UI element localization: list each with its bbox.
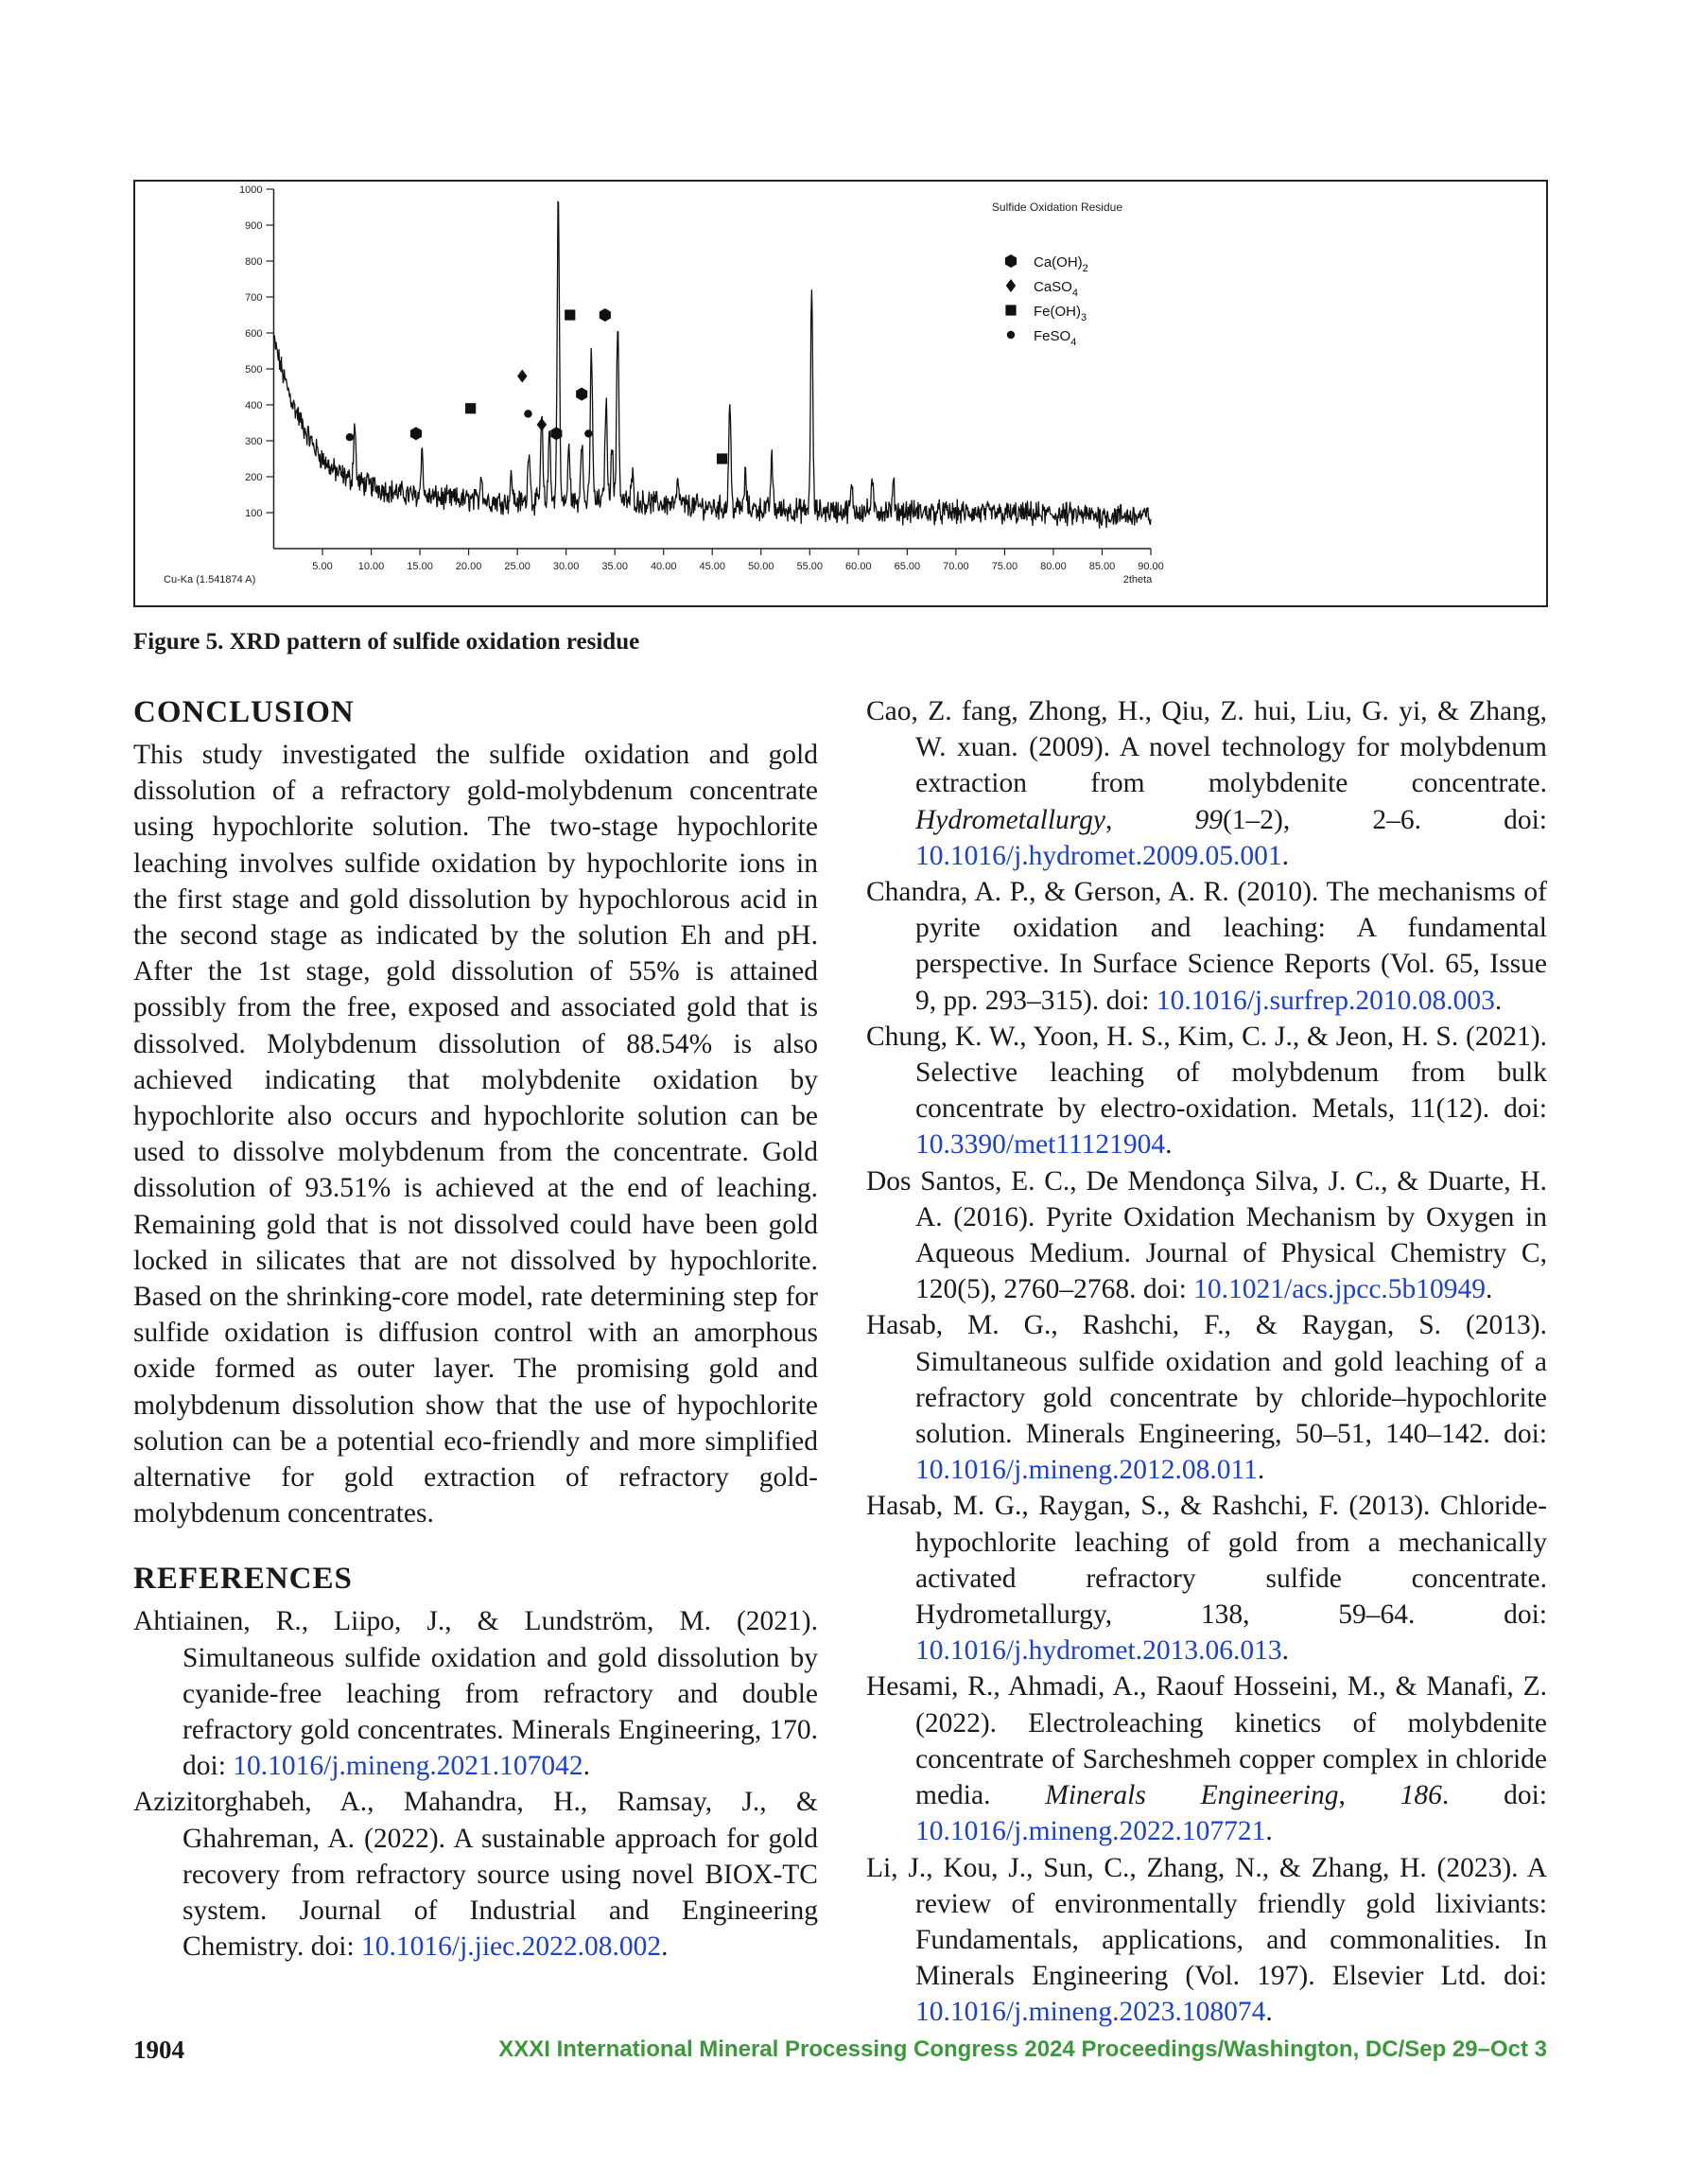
- reference-text: Azizitorghabeh, A., Mahandra, H., Ramsay, J., & Ghahreman, A. (2022). A sustainable approach for gold recovery from refractory source using novel BIOX-TC system. Journal of Industrial and Engineering Chemistry. doi:: [133, 1787, 818, 1963]
- x-tick-label: 75.00: [991, 561, 1018, 572]
- phase-marker-square: [717, 453, 727, 463]
- phase-marker-dot: [584, 429, 592, 437]
- doi-link[interactable]: 10.1016/j.mineng.2022.107721: [915, 1816, 1266, 1847]
- x-tick-label: 20.00: [455, 561, 482, 572]
- reference-text: Cao, Z. fang, Zhong, H., Qiu, Z. hui, Liu, G. yi, & Zhang, W. xuan. (2009). A novel technology for molybdenum extraction from molybdenite concentrate.: [866, 696, 1547, 799]
- legend-label: FeSO$_4$: [1034, 328, 1077, 348]
- y-tick-label: 200: [245, 472, 263, 483]
- reference-item: [866, 1019, 1547, 1163]
- xrd-figure: [133, 180, 1548, 607]
- reference-text: Hasab, M. G., Raygan, S., & Rashchi, F. (2013). Chloride-hypochlorite leaching of gold from a mechanically activated refractory sulfide concentrate. Hydrometallurgy, 138, 59–64. doi:: [866, 1491, 1547, 1631]
- x-tick-label: 55.00: [796, 561, 824, 572]
- references-left: [133, 1603, 818, 1965]
- reference-text: .: [1257, 1455, 1265, 1486]
- x-tick-label: 85.00: [1088, 561, 1116, 572]
- reference-item: [866, 1488, 1547, 1669]
- reference-journal: Hydrometallurgy: [915, 804, 1105, 835]
- reference-item: [866, 1307, 1547, 1488]
- reference-text: Dos Santos, E. C., De Mendonça Silva, J. C., & Duarte, H. A. (2016). Pyrite Oxidation Mechanism by Oxygen in Aqueous Medium. Journal of Physical Chemistry C, 120(5), 2760–2768. doi:: [866, 1165, 1547, 1305]
- reference-text: Hasab, M. G., Rashchi, F., & Raygan, S. (2013). Simultaneous sulfide oxidation and gold leaching of a refractory gold concentrate by chloride–hypochlorite solution. Minerals Engineering, 50–51, 140–142. doi:: [866, 1310, 1547, 1450]
- chart-title: Sulfide Oxidation Residue: [991, 200, 1122, 214]
- phase-marker-dot: [524, 410, 531, 417]
- phase-marker-hexagon: [576, 388, 587, 401]
- doi-link[interactable]: 10.1016/j.surfrep.2010.08.003: [1156, 985, 1495, 1016]
- x-tick-label: 5.00: [312, 561, 333, 572]
- y-tick-label: 700: [245, 292, 263, 304]
- reference-item: [866, 693, 1547, 874]
- phase-marker-square: [465, 403, 476, 413]
- reference-text: Hesami, R., Ahmadi, A., Raouf Hosseini, M., & Manafi, Z. (2022). Electroleaching kinetics of molybdenite concentrate of Sarcheshmeh copper complex in chloride media.: [866, 1671, 1547, 1811]
- x-tick-label: 15.00: [407, 561, 433, 572]
- reference-text: .: [1486, 1274, 1493, 1305]
- reference-text: ,: [1105, 804, 1195, 835]
- doi-link[interactable]: 10.1016/j.jiec.2022.08.002: [361, 1931, 662, 1963]
- doi-link[interactable]: 10.1016/j.hydromet.2013.06.013: [915, 1635, 1282, 1667]
- reference-text: .: [583, 1751, 591, 1782]
- xrd-pattern-line: [274, 202, 1152, 529]
- x-tick-label: 25.00: [504, 561, 530, 572]
- reference-item: [133, 1784, 818, 1965]
- x-tick-label: 30.00: [552, 561, 580, 572]
- doi-link[interactable]: 10.1016/j.hydromet.2009.05.001: [915, 840, 1282, 871]
- reference-text: Ahtiainen, R., Liipo, J., & Lundström, M. (2021). Simultaneous sulfide oxidation and gold dissolution by cyanide-free leaching from refractory and double refractory gold concentrates. Minerals Engineering, 170. doi:: [133, 1606, 818, 1782]
- phase-marker-hexagon: [600, 308, 611, 322]
- reference-text: Chung, K. W., Yoon, H. S., Kim, C. J., & Jeon, H. S. (2021). Selective leaching of molybdenum from bulk concentrate by electro-oxidation. Metals, 11(12). doi:: [866, 1021, 1547, 1125]
- reference-journal: Minerals Engineering: [1045, 1780, 1339, 1811]
- legend-marker-diamond: [1006, 279, 1017, 292]
- x-tick-label: 50.00: [747, 561, 774, 572]
- references-right: [866, 693, 1547, 2031]
- reference-text: .: [661, 1931, 669, 1963]
- y-tick-label: 1000: [238, 184, 263, 196]
- x-tick-label: 60.00: [845, 561, 872, 572]
- xrd-chart: [135, 182, 1550, 609]
- left-column: [133, 693, 818, 1966]
- x-tick-label: 70.00: [943, 561, 969, 572]
- doi-link[interactable]: 10.1016/j.mineng.2021.107042: [233, 1751, 583, 1782]
- x-tick-label: 35.00: [601, 561, 628, 572]
- legend-label: $Ca(OH)_2$: [1034, 254, 1088, 274]
- reference-text: .: [1165, 1129, 1173, 1161]
- phase-marker-dot: [346, 433, 354, 441]
- reference-text: .: [1281, 1635, 1289, 1667]
- x-axis-label: 2theta: [1122, 574, 1153, 585]
- legend-marker-square: [1005, 305, 1016, 315]
- x-tick-label: 40.00: [650, 561, 677, 572]
- conclusion-text: This study investigated the sulfide oxidation and gold dissolution of a refractory gold-molybdenum concentrate using hypochlorite solution. The two-stage hypochlorite leaching involves sulfide oxidation by hypochlorite ions in the first stage and gold dissolution by hypochlorous acid in the second stage as indicated by the solution Eh and pH. After the 1st stage, gold dissolution of 55% is attained possibly from the free, exposed and associated gold that is dissolved. Molybdenum dissolution of 88.54% is also achieved indicating that molybdenite oxidation by hypochlorite also occurs and hypochlorite solution can be used to dissolve molybdenum from the concentrate. Gold dissolution of 93.51% is achieved at the end of leaching. Remaining gold that is not dissolved could have been gold locked in silicates that are not dissolved by hypochlorite. Based on the shrinking-core model, rate determining step for sulfide oxidation is diffusion control with an amorphous oxide formed as outer layer. The promising gold and molybdenum dissolution show that the use of hypochlorite solution can be a potential eco-friendly and more simplified alternative for gold extraction of refractory gold-molybdenum concentrates.: [133, 740, 818, 1529]
- phase-marker-hexagon: [410, 427, 422, 440]
- doi-link[interactable]: 10.1021/acs.jpcc.5b10949: [1193, 1274, 1487, 1305]
- reference-item: [866, 1850, 1547, 2031]
- reference-text: (1–2), 2–6. doi:: [1222, 804, 1547, 835]
- reference-text: .: [1265, 1997, 1273, 2028]
- reference-item: [866, 1163, 1547, 1308]
- reference-text: Chandra, A. P., & Gerson, A. R. (2010). The mechanisms of pyrite oxidation and leaching: A fundamental perspective. In Surface Science Reports (Vol. 65, Issue 9, pp. 293–315). doi:: [866, 877, 1547, 1016]
- phase-marker-square: [565, 309, 575, 320]
- reference-text: .: [1494, 985, 1503, 1016]
- y-tick-label: 100: [245, 508, 263, 519]
- references-heading: REFERENCES: [133, 1562, 353, 1597]
- conclusion-heading: CONCLUSION: [133, 695, 355, 729]
- right-column: [866, 693, 1547, 2031]
- reference-volume: 99: [1194, 804, 1223, 835]
- reference-text: ,: [1338, 1780, 1400, 1811]
- reference-text: .: [1281, 840, 1289, 871]
- y-tick-label: 500: [245, 364, 263, 376]
- legend-marker-dot: [1007, 331, 1015, 339]
- y-tick-label: 900: [245, 220, 263, 232]
- y-tick-label: 300: [245, 436, 263, 447]
- x-tick-label: 80.00: [1040, 561, 1067, 572]
- reference-item: [133, 1603, 818, 1784]
- y-tick-label: 600: [245, 328, 263, 340]
- y-tick-label: 800: [245, 256, 263, 268]
- x-tick-label: 65.00: [894, 561, 921, 572]
- y-tick-label: 400: [245, 400, 263, 411]
- reference-text: .: [1265, 1816, 1273, 1847]
- reference-item: [866, 874, 1547, 1019]
- figure-caption: Figure 5. XRD pattern of sulfide oxidation residue: [133, 629, 640, 655]
- page-number: 1904: [133, 2035, 184, 2064]
- legend-label: CaSO$_4$: [1034, 279, 1078, 299]
- phase-marker-diamond: [517, 370, 528, 383]
- doi-link[interactable]: 10.1016/j.mineng.2023.108074: [915, 1997, 1266, 2028]
- legend-marker-hexagon: [1005, 254, 1017, 268]
- x-tick-label: 45.00: [699, 561, 726, 572]
- doi-link[interactable]: 10.3390/met11121904: [915, 1129, 1166, 1161]
- doi-link[interactable]: 10.1016/j.mineng.2012.08.011: [915, 1455, 1258, 1486]
- footer-title: XXXI International Mineral Processing Congress 2024 Proceedings/Washington, DC/Sep 29–Oct 3: [498, 2036, 1547, 2062]
- reference-text: . doi:: [1441, 1780, 1547, 1811]
- phase-marker-diamond: [537, 418, 548, 431]
- source-label: Cu-Ka (1.541874 A): [164, 574, 256, 585]
- reference-text: Li, J., Kou, J., Sun, C., Zhang, N., & Zhang, H. (2023). A review of environmentally friendly gold lixiviants: Fundamentals, applications, and commonalities. In Minerals Engineering (Vol. 197). Elsevier Ltd. doi:: [866, 1852, 1547, 1992]
- reference-item: [866, 1669, 1547, 1849]
- reference-volume: 186: [1400, 1780, 1442, 1811]
- legend-label: $Fe(OH)_3$: [1034, 304, 1087, 323]
- x-tick-label: 90.00: [1138, 561, 1164, 572]
- x-tick-label: 10.00: [357, 561, 385, 572]
